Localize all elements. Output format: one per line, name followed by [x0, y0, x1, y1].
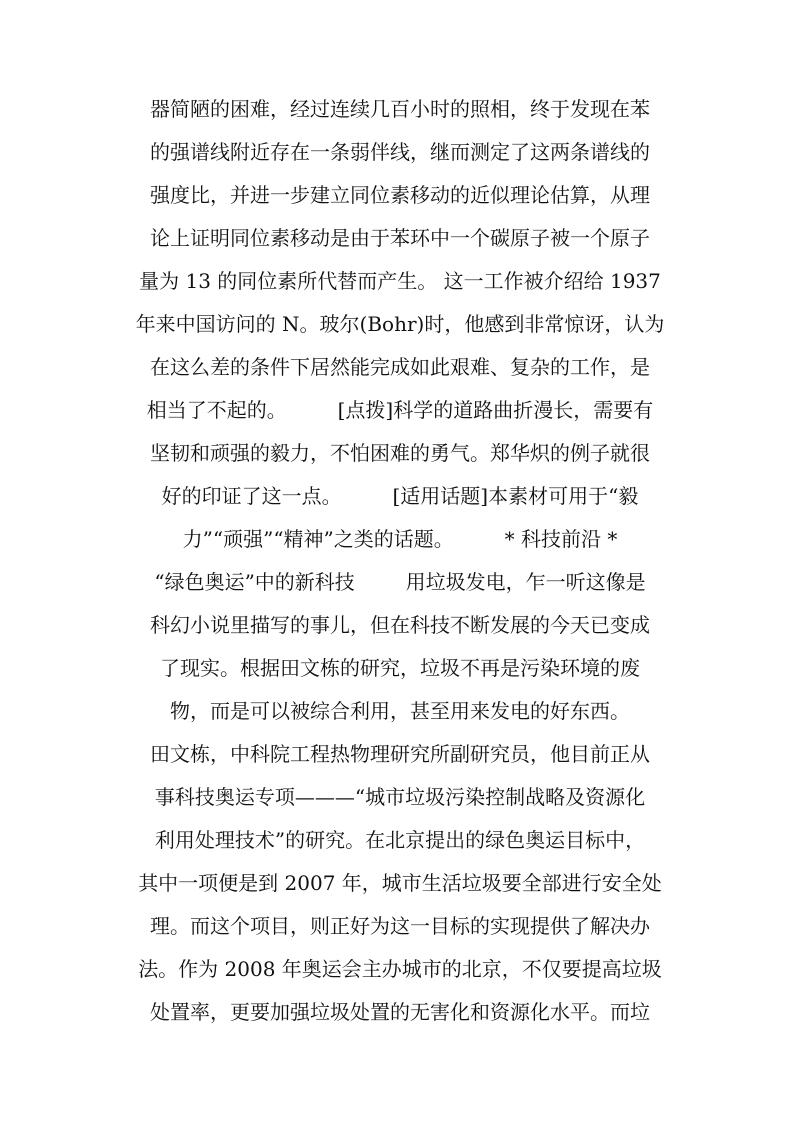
text-line: 物，而是可以被综合利用，甚至用来发电的好东西。 — [170, 699, 630, 723]
text-line: 田文栋，中科院工程热物理研究所副研究员，他目前正从 — [150, 742, 650, 766]
text-line: 在这么差的条件下居然能完成如此艰难、复杂的工作，是 — [150, 355, 650, 379]
text-line: 器简陋的困难，经过连续几百小时的照相，终于发现在苯 — [150, 97, 650, 121]
body-text — [100, 88, 700, 1034]
text-line: 理。而这个项目，则正好为这一目标的实现提供了解决办 — [150, 914, 650, 938]
text-line: “绿色奥运”中的新科技 用垃圾发电，乍一听这像是 — [154, 570, 646, 594]
text-line: 科幻小说里描写的事儿，但在科技不断发展的今天已变成 — [150, 613, 650, 637]
text-line: 坚韧和顽强的毅力，不怕困难的勇气。郑华炽的例子就很 — [150, 441, 650, 465]
text-line: 量为 13 的同位素所代替而产生。 这一工作被介绍给 1937 — [139, 269, 661, 293]
text-line: 相当了不起的。 [点拨]科学的道路曲折漫长，需要有 — [146, 398, 654, 422]
text-line: 处置率，更要加强垃圾处置的无害化和资源化水平。而垃 — [150, 1000, 650, 1024]
text-line: 了现实。根据田文栋的研究，垃圾不再是污染环境的废 — [160, 656, 640, 680]
text-line: 年来中国访问的 N。玻尔(Bohr)时，他感到非常惊讶，认为 — [135, 312, 665, 336]
text-line: 论上证明同位素移动是由于苯环中一个碳原子被一个原子 — [150, 226, 650, 250]
text-line: 利用处理技术”的研究。在北京提出的绿色奥运目标中， — [154, 828, 646, 852]
text-line: 法。作为 2008 年奥运会主办城市的北京，不仅要提高垃圾 — [138, 957, 662, 981]
text-line: 的强谱线附近存在一条弱伴线，继而测定了这两条谱线的 — [150, 140, 650, 164]
text-line: 好的印证了这一点。 [适用话题]本素材可用于“毅 — [161, 484, 639, 508]
text-line: 事科技奥运专项———“城市垃圾污染控制战略及资源化 — [154, 785, 646, 809]
text-line: 力”“顽强”“精神”之类的话题。 * 科技前沿 * — [182, 527, 618, 551]
text-line: 强度比，并进一步建立同位素移动的近似理论估算，从理 — [150, 183, 650, 207]
text-line: 其中一项便是到 2007 年，城市生活垃圾要全部进行安全处 — [138, 871, 662, 895]
